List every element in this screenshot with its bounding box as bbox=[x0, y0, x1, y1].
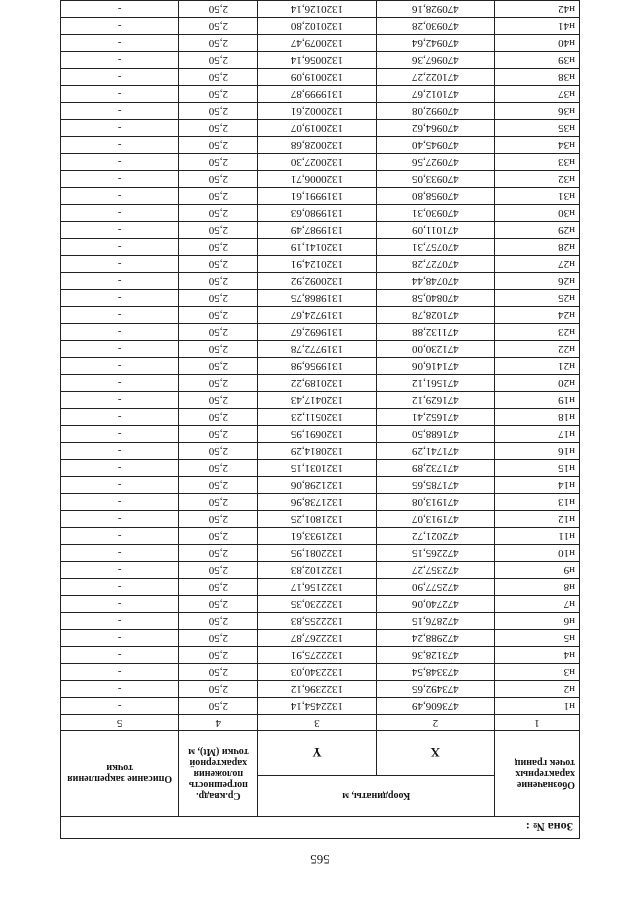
error-value: 2,50 bbox=[179, 18, 258, 35]
table-row bbox=[61, 171, 580, 188]
point-name: н5 bbox=[495, 630, 580, 647]
y-coordinate: 1320019,07 bbox=[258, 120, 376, 137]
point-name: н20 bbox=[495, 375, 580, 392]
x-coordinate: 471652,41 bbox=[376, 409, 494, 426]
fixing-description: - bbox=[61, 35, 179, 52]
x-coordinate: 471688,50 bbox=[376, 426, 494, 443]
y-coordinate: 1322102,83 bbox=[258, 562, 376, 579]
table-row bbox=[61, 18, 580, 35]
point-name: н30 bbox=[495, 205, 580, 222]
x-coordinate: 472740,06 bbox=[376, 596, 494, 613]
y-coordinate bbox=[258, 0, 376, 1]
header-x: X bbox=[376, 731, 494, 776]
error-value: 2,50 bbox=[179, 681, 258, 698]
y-coordinate: 1320141,19 bbox=[258, 239, 376, 256]
error-value: 2,50 bbox=[179, 426, 258, 443]
y-coordinate: 1320019,09 bbox=[258, 69, 376, 86]
fixing-description: - bbox=[61, 392, 179, 409]
y-coordinate: 1320027,30 bbox=[258, 154, 376, 171]
fixing-description: - bbox=[61, 137, 179, 154]
x-coordinate: 470840,58 bbox=[376, 290, 494, 307]
table-row bbox=[61, 0, 580, 1]
x-coordinate: 471913,07 bbox=[376, 511, 494, 528]
table-row bbox=[61, 256, 580, 273]
y-coordinate: 1322396,12 bbox=[258, 681, 376, 698]
fixing-description: - bbox=[61, 188, 179, 205]
fixing-description: - bbox=[61, 307, 179, 324]
point-name: н2 bbox=[495, 681, 580, 698]
fixing-description: - bbox=[61, 256, 179, 273]
table-row bbox=[61, 392, 580, 409]
y-coordinate: 1322230,35 bbox=[258, 596, 376, 613]
coordinates-table bbox=[60, 0, 580, 817]
point-name: н27 bbox=[495, 256, 580, 273]
fixing-description: - bbox=[61, 239, 179, 256]
fixing-description: - bbox=[61, 664, 179, 681]
point-name: н23 bbox=[495, 324, 580, 341]
x-coordinate: 471629,12 bbox=[376, 392, 494, 409]
column-number: 5 bbox=[61, 715, 179, 731]
y-coordinate: 1320189,22 bbox=[258, 375, 376, 392]
table-row bbox=[61, 188, 580, 205]
table-body bbox=[61, 0, 580, 715]
fixing-description: - bbox=[61, 120, 179, 137]
x-coordinate: 471785,65 bbox=[376, 477, 494, 494]
x-coordinate: 472357,27 bbox=[376, 562, 494, 579]
point-name: н4 bbox=[495, 647, 580, 664]
fixing-description: - bbox=[61, 341, 179, 358]
fixing-description: - bbox=[61, 222, 179, 239]
x-coordinate: 472265,15 bbox=[376, 545, 494, 562]
fixing-description: - bbox=[61, 630, 179, 647]
x-coordinate: 471022,27 bbox=[376, 69, 494, 86]
x-coordinate: 471012,67 bbox=[376, 86, 494, 103]
table-row bbox=[61, 205, 580, 222]
point-name: н15 bbox=[495, 460, 580, 477]
y-coordinate: 1319868,75 bbox=[258, 290, 376, 307]
x-coordinate: 470933,05 bbox=[376, 171, 494, 188]
y-coordinate: 1320002,61 bbox=[258, 103, 376, 120]
point-name: н3 bbox=[495, 664, 580, 681]
error-value: 2,50 bbox=[179, 596, 258, 613]
x-coordinate: 471913,08 bbox=[376, 494, 494, 511]
error-value: 2,50 bbox=[179, 307, 258, 324]
error-value: 2,50 bbox=[179, 375, 258, 392]
x-coordinate: 471732,89 bbox=[376, 460, 494, 477]
table-row bbox=[61, 664, 580, 681]
error-value: 2,50 bbox=[179, 630, 258, 647]
error-value: 2,50 bbox=[179, 290, 258, 307]
error-value: 2,50 bbox=[179, 409, 258, 426]
error-value: 2,50 bbox=[179, 579, 258, 596]
table-row bbox=[61, 494, 580, 511]
table-row bbox=[61, 579, 580, 596]
error-value bbox=[179, 0, 258, 1]
error-value: 2,50 bbox=[179, 511, 258, 528]
x-coordinate: 472577,90 bbox=[376, 579, 494, 596]
y-coordinate: 1319956,98 bbox=[258, 358, 376, 375]
table-row bbox=[61, 596, 580, 613]
table-row bbox=[61, 477, 580, 494]
error-value: 2,50 bbox=[179, 392, 258, 409]
error-value: 2,50 bbox=[179, 120, 258, 137]
fixing-description: - bbox=[61, 290, 179, 307]
error-value: 2,50 bbox=[179, 239, 258, 256]
point-name: н12 bbox=[495, 511, 580, 528]
y-coordinate: 1322255,83 bbox=[258, 613, 376, 630]
table-row bbox=[61, 290, 580, 307]
y-coordinate: 1321933,61 bbox=[258, 528, 376, 545]
header-description: Описание закрепления точки bbox=[61, 731, 179, 817]
x-coordinate: 472021,72 bbox=[376, 528, 494, 545]
table-row bbox=[61, 562, 580, 579]
y-coordinate: 1320417,43 bbox=[258, 392, 376, 409]
point-name: н24 bbox=[495, 307, 580, 324]
x-coordinate: 471230,00 bbox=[376, 341, 494, 358]
error-value: 2,50 bbox=[179, 460, 258, 477]
y-coordinate: 1321031,15 bbox=[258, 460, 376, 477]
point-name: н29 bbox=[495, 222, 580, 239]
fixing-description: - bbox=[61, 596, 179, 613]
fixing-description: - bbox=[61, 698, 179, 715]
point-name: н16 bbox=[495, 443, 580, 460]
point-name: н33 bbox=[495, 154, 580, 171]
x-coordinate: 470967,36 bbox=[376, 52, 494, 69]
y-coordinate: 1319772,78 bbox=[258, 341, 376, 358]
x-coordinate: 473128,36 bbox=[376, 647, 494, 664]
error-value: 2,50 bbox=[179, 1, 258, 18]
error-value: 2,50 bbox=[179, 664, 258, 681]
error-value: 2,50 bbox=[179, 562, 258, 579]
point-name: н9 bbox=[495, 562, 580, 579]
table-row bbox=[61, 103, 580, 120]
x-coordinate: 470942,64 bbox=[376, 35, 494, 52]
error-value: 2,50 bbox=[179, 324, 258, 341]
column-number: 1 bbox=[495, 715, 580, 731]
column-number: 4 bbox=[179, 715, 258, 731]
x-coordinate: 471132,88 bbox=[376, 324, 494, 341]
fixing-description: - bbox=[61, 647, 179, 664]
y-coordinate: 1322156,17 bbox=[258, 579, 376, 596]
zone-title: Зона № bbox=[532, 820, 573, 834]
table-row bbox=[61, 324, 580, 341]
fixing-description: - bbox=[61, 86, 179, 103]
point-name: н32 bbox=[495, 171, 580, 188]
x-coordinate: 472988,24 bbox=[376, 630, 494, 647]
point-name: н21 bbox=[495, 358, 580, 375]
point-name: н40 bbox=[495, 35, 580, 52]
point-name: н41 bbox=[495, 18, 580, 35]
error-value: 2,50 bbox=[179, 137, 258, 154]
table-row bbox=[61, 35, 580, 52]
y-coordinate: 1320511,23 bbox=[258, 409, 376, 426]
point-name: н17 bbox=[495, 426, 580, 443]
fixing-description: - bbox=[61, 52, 179, 69]
point-name: н39 bbox=[495, 52, 580, 69]
table-row bbox=[61, 358, 580, 375]
y-coordinate: 1319980,63 bbox=[258, 205, 376, 222]
table-row bbox=[61, 154, 580, 171]
header-point-designation: Обозначение характерных точек границ bbox=[495, 731, 580, 817]
y-coordinate: 1320056,14 bbox=[258, 52, 376, 69]
table-row bbox=[61, 613, 580, 630]
table-row bbox=[61, 511, 580, 528]
y-coordinate: 1320102,80 bbox=[258, 18, 376, 35]
x-coordinate: 473606,49 bbox=[376, 698, 494, 715]
y-coordinate: 1321801,25 bbox=[258, 511, 376, 528]
x-coordinate: 473492,65 bbox=[376, 681, 494, 698]
error-value: 2,50 bbox=[179, 528, 258, 545]
table-row bbox=[61, 630, 580, 647]
point-name: н42 bbox=[495, 1, 580, 18]
y-coordinate: 1319999,87 bbox=[258, 86, 376, 103]
y-coordinate: 1322275,91 bbox=[258, 647, 376, 664]
point-name: н36 bbox=[495, 103, 580, 120]
fixing-description: - bbox=[61, 18, 179, 35]
fixing-description: - bbox=[61, 154, 179, 171]
header-error: Ср.квадр. погрешность положения характерной точки (Мt), м bbox=[179, 731, 258, 817]
point-name: н35 bbox=[495, 120, 580, 137]
fixing-description: - bbox=[61, 426, 179, 443]
point-name: н13 bbox=[495, 494, 580, 511]
y-coordinate: 1319724,67 bbox=[258, 307, 376, 324]
fixing-description: - bbox=[61, 545, 179, 562]
y-coordinate: 1320079,47 bbox=[258, 35, 376, 52]
table-row bbox=[61, 341, 580, 358]
fixing-description: - bbox=[61, 103, 179, 120]
x-coordinate: 471028,78 bbox=[376, 307, 494, 324]
error-value: 2,50 bbox=[179, 52, 258, 69]
fixing-description: - bbox=[61, 69, 179, 86]
x-coordinate: 470958,80 bbox=[376, 188, 494, 205]
error-value: 2,50 bbox=[179, 86, 258, 103]
point-name: н6 bbox=[495, 613, 580, 630]
x-coordinate: 470992,08 bbox=[376, 103, 494, 120]
table-row bbox=[61, 52, 580, 69]
error-value: 2,50 bbox=[179, 613, 258, 630]
error-value: 2,50 bbox=[179, 171, 258, 188]
zone-heading bbox=[60, 817, 580, 839]
table-row bbox=[61, 545, 580, 562]
table-row bbox=[61, 443, 580, 460]
error-value: 2,50 bbox=[179, 154, 258, 171]
fixing-description: - bbox=[61, 1, 179, 18]
y-coordinate: 1321738,96 bbox=[258, 494, 376, 511]
x-coordinate: 470727,28 bbox=[376, 256, 494, 273]
x-coordinate: 473348,54 bbox=[376, 664, 494, 681]
fixing-description: - bbox=[61, 375, 179, 392]
zone-number: : bbox=[525, 820, 530, 834]
fixing-description: - bbox=[61, 562, 179, 579]
table-row bbox=[61, 137, 580, 154]
x-coordinate: 470930,31 bbox=[376, 205, 494, 222]
table-row bbox=[61, 375, 580, 392]
point-name: н11 bbox=[495, 528, 580, 545]
error-value: 2,50 bbox=[179, 698, 258, 715]
table-row bbox=[61, 698, 580, 715]
y-coordinate: 1321298,06 bbox=[258, 477, 376, 494]
point-name: н8 bbox=[495, 579, 580, 596]
point-name: н31 bbox=[495, 188, 580, 205]
error-value: 2,50 bbox=[179, 494, 258, 511]
y-coordinate: 1320814,29 bbox=[258, 443, 376, 460]
x-coordinate: 470757,31 bbox=[376, 239, 494, 256]
point-name: н37 bbox=[495, 86, 580, 103]
x-coordinate: 470928,16 bbox=[376, 1, 494, 18]
x-coordinate: 471561,12 bbox=[376, 375, 494, 392]
y-coordinate: 1319987,49 bbox=[258, 222, 376, 239]
error-value: 2,50 bbox=[179, 647, 258, 664]
error-value: 2,50 bbox=[179, 69, 258, 86]
y-coordinate: 1322340,03 bbox=[258, 664, 376, 681]
point-name: н18 bbox=[495, 409, 580, 426]
fixing-description: - bbox=[61, 171, 179, 188]
y-coordinate: 1322267,87 bbox=[258, 630, 376, 647]
point-name: н26 bbox=[495, 273, 580, 290]
table-row bbox=[61, 647, 580, 664]
header-coordinates: Координаты, м bbox=[258, 776, 495, 817]
x-coordinate: 470930,28 bbox=[376, 18, 494, 35]
page-number: 565 bbox=[310, 852, 330, 867]
y-coordinate: 1319991,61 bbox=[258, 188, 376, 205]
x-coordinate: 472876,15 bbox=[376, 613, 494, 630]
table-row bbox=[61, 86, 580, 103]
x-coordinate bbox=[376, 0, 494, 1]
column-number: 3 bbox=[258, 715, 376, 731]
point-name: н38 bbox=[495, 69, 580, 86]
error-value: 2,50 bbox=[179, 103, 258, 120]
fixing-description: - bbox=[61, 613, 179, 630]
fixing-description: - bbox=[61, 443, 179, 460]
fixing-description: - bbox=[61, 358, 179, 375]
error-value: 2,50 bbox=[179, 273, 258, 290]
table-row bbox=[61, 273, 580, 290]
fixing-description bbox=[61, 0, 179, 1]
column-number: 2 bbox=[376, 715, 494, 731]
y-coordinate: 1320006,71 bbox=[258, 171, 376, 188]
error-value: 2,50 bbox=[179, 545, 258, 562]
table-row bbox=[61, 528, 580, 545]
table-row bbox=[61, 69, 580, 86]
point-name: н7 bbox=[495, 596, 580, 613]
error-value: 2,50 bbox=[179, 222, 258, 239]
table-row bbox=[61, 460, 580, 477]
fixing-description: - bbox=[61, 494, 179, 511]
x-coordinate: 471741,29 bbox=[376, 443, 494, 460]
header-y: Y bbox=[258, 731, 376, 776]
point-name: н10 bbox=[495, 545, 580, 562]
fixing-description: - bbox=[61, 681, 179, 698]
x-coordinate: 471011,09 bbox=[376, 222, 494, 239]
fixing-description: - bbox=[61, 324, 179, 341]
fixing-description: - bbox=[61, 579, 179, 596]
y-coordinate: 1320126,14 bbox=[258, 1, 376, 18]
point-name bbox=[495, 0, 580, 1]
table-row bbox=[61, 1, 580, 18]
fixing-description: - bbox=[61, 511, 179, 528]
table-row bbox=[61, 426, 580, 443]
x-coordinate: 470945,40 bbox=[376, 137, 494, 154]
x-coordinate: 470927,56 bbox=[376, 154, 494, 171]
error-value: 2,50 bbox=[179, 205, 258, 222]
table-row bbox=[61, 681, 580, 698]
point-name: н28 bbox=[495, 239, 580, 256]
fixing-description: - bbox=[61, 409, 179, 426]
error-value: 2,50 bbox=[179, 341, 258, 358]
y-coordinate: 1320028,68 bbox=[258, 137, 376, 154]
point-name: н22 bbox=[495, 341, 580, 358]
error-value: 2,50 bbox=[179, 443, 258, 460]
error-value: 2,50 bbox=[179, 188, 258, 205]
y-coordinate: 1320691,95 bbox=[258, 426, 376, 443]
table-row bbox=[61, 307, 580, 324]
error-value: 2,50 bbox=[179, 256, 258, 273]
point-name: н1 bbox=[495, 698, 580, 715]
fixing-description: - bbox=[61, 477, 179, 494]
y-coordinate: 1320092,92 bbox=[258, 273, 376, 290]
point-name: н25 bbox=[495, 290, 580, 307]
fixing-description: - bbox=[61, 460, 179, 477]
y-coordinate: 1322081,95 bbox=[258, 545, 376, 562]
point-name: н14 bbox=[495, 477, 580, 494]
y-coordinate: 1320124,91 bbox=[258, 256, 376, 273]
table-row bbox=[61, 409, 580, 426]
x-coordinate: 471416,06 bbox=[376, 358, 494, 375]
y-coordinate: 1319692,67 bbox=[258, 324, 376, 341]
fixing-description: - bbox=[61, 273, 179, 290]
table-row bbox=[61, 239, 580, 256]
error-value: 2,50 bbox=[179, 477, 258, 494]
point-name: н19 bbox=[495, 392, 580, 409]
x-coordinate: 470964,62 bbox=[376, 120, 494, 137]
fixing-description: - bbox=[61, 528, 179, 545]
table-row bbox=[61, 222, 580, 239]
error-value: 2,50 bbox=[179, 35, 258, 52]
error-value: 2,50 bbox=[179, 358, 258, 375]
x-coordinate: 470748,44 bbox=[376, 273, 494, 290]
y-coordinate: 1322454,14 bbox=[258, 698, 376, 715]
point-name: н34 bbox=[495, 137, 580, 154]
fixing-description: - bbox=[61, 205, 179, 222]
table-row bbox=[61, 120, 580, 137]
